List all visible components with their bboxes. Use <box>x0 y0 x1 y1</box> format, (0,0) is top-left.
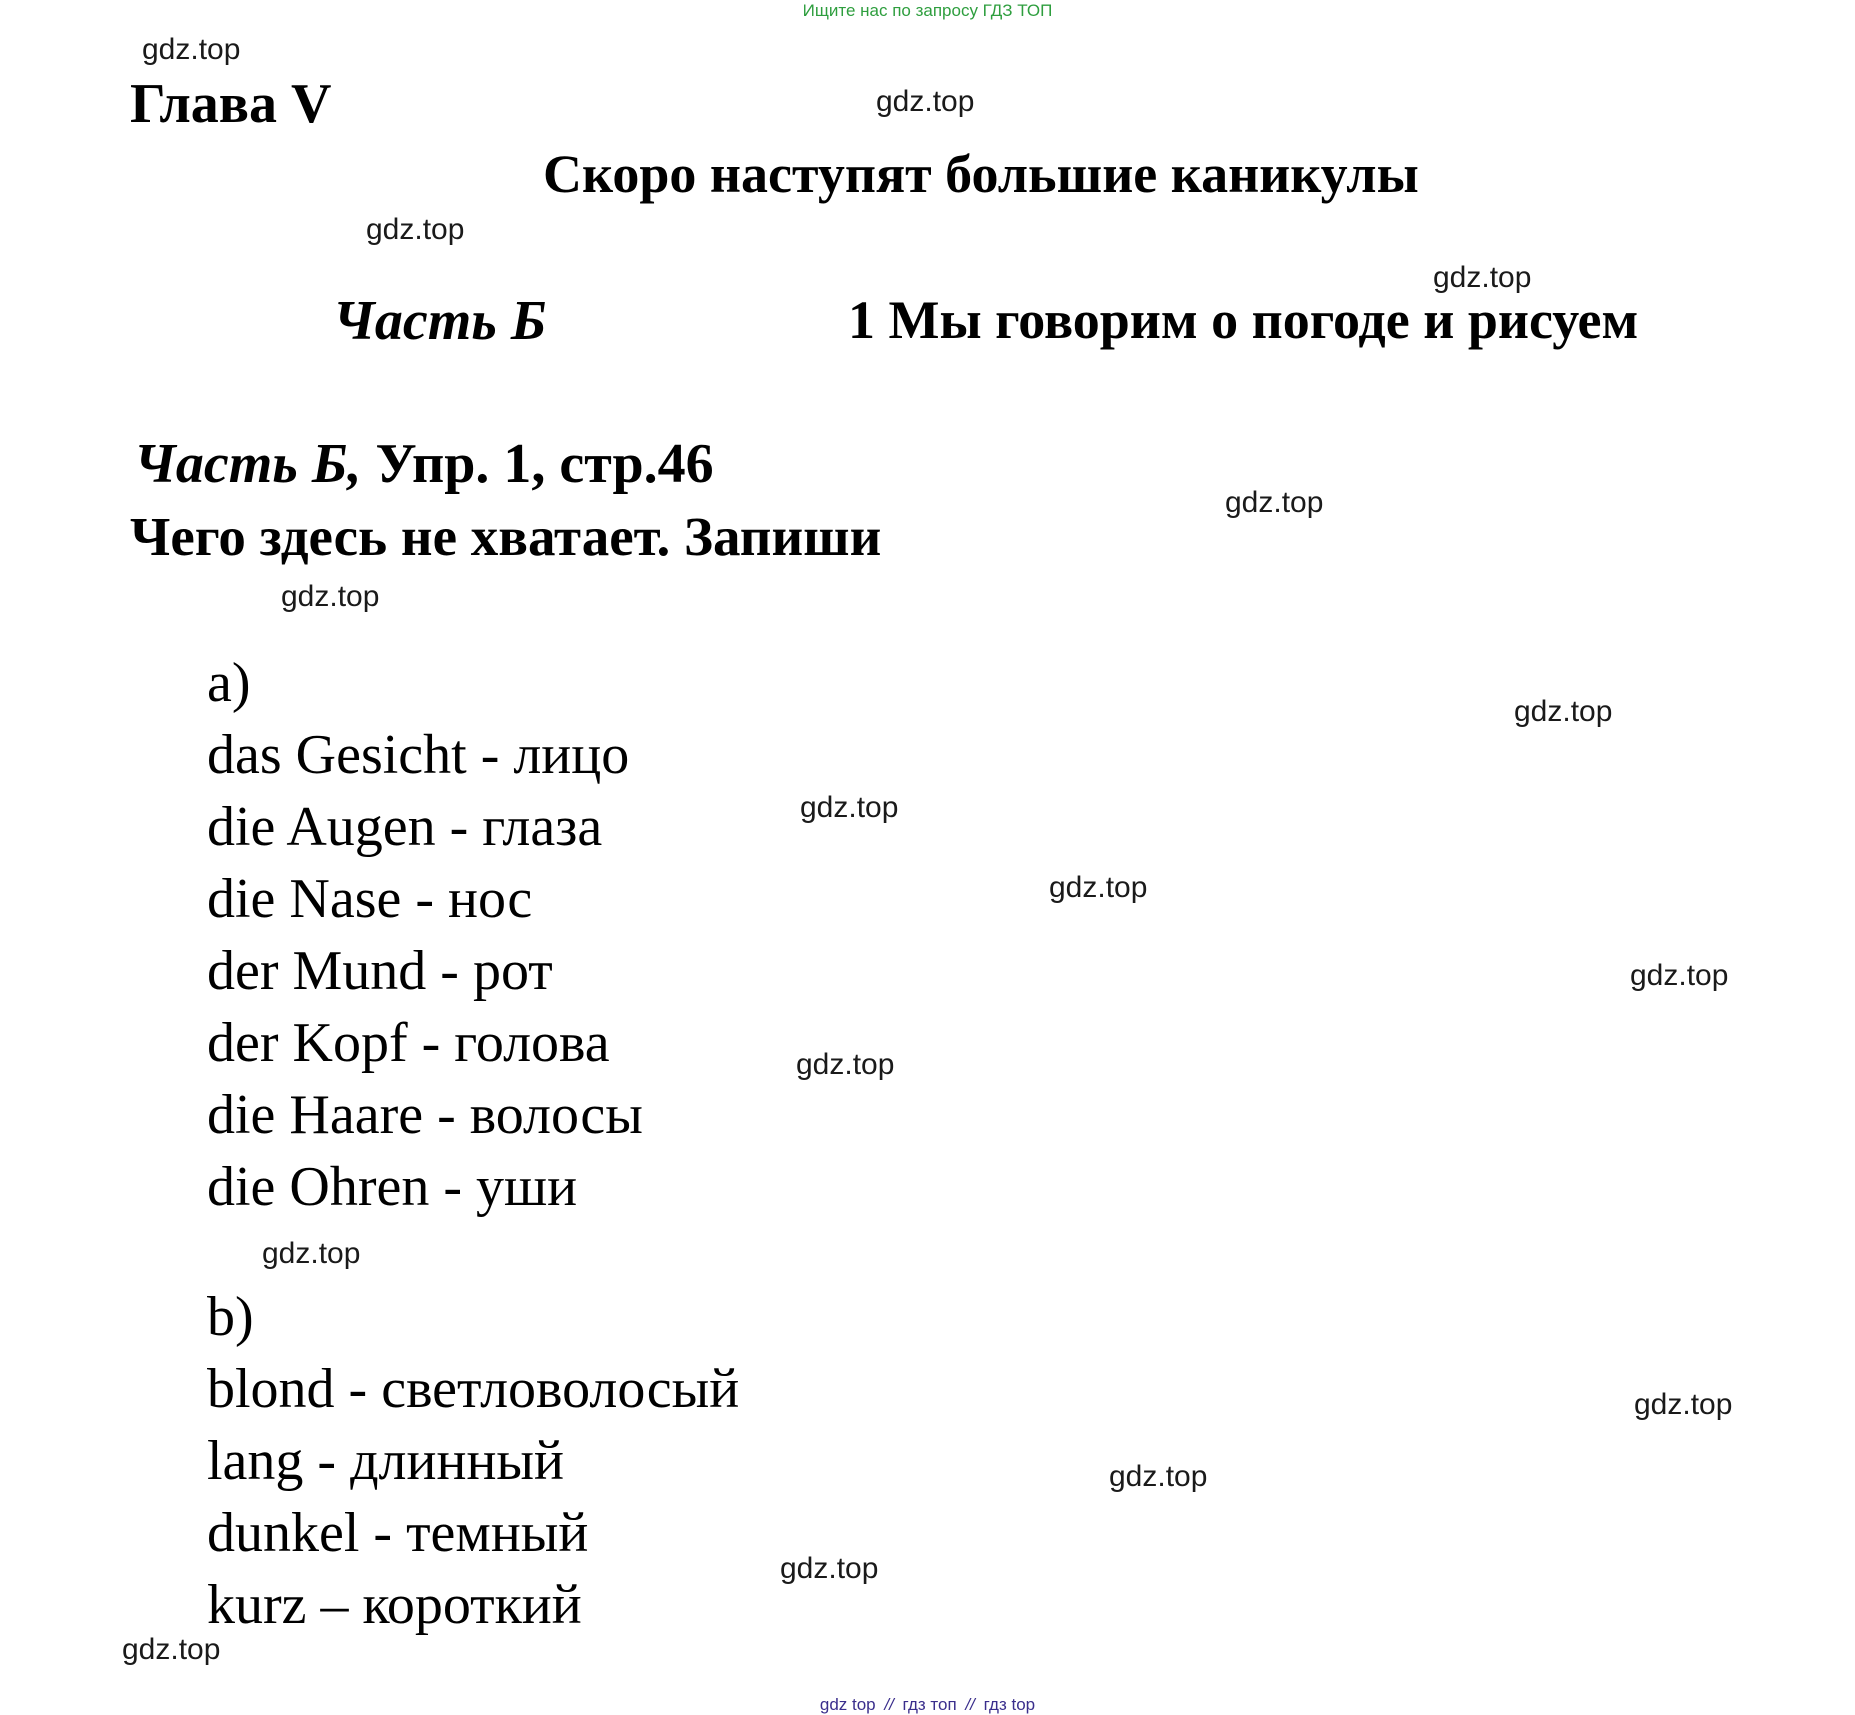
watermark: gdz.top <box>1225 486 1324 519</box>
watermark: gdz.top <box>281 580 380 613</box>
watermark: gdz.top <box>876 85 975 118</box>
list-item: kurz – короткий <box>207 1574 582 1636</box>
search-banner: Ищите нас по запросу ГДЗ ТОП <box>802 1 1053 20</box>
list-item: dunkel - темный <box>207 1502 589 1564</box>
watermark: gdz.top <box>1630 959 1729 992</box>
watermark: gdz.top <box>1109 1460 1208 1493</box>
chapter-title: Скоро наступят большие каникулы <box>543 144 1419 204</box>
list-item: die Ohren - уши <box>207 1156 578 1218</box>
watermark: gdz.top <box>366 213 465 246</box>
answer-list <box>207 647 739 1641</box>
watermark: gdz.top <box>1433 261 1532 294</box>
list-item: das Gesicht - лицо <box>207 724 630 786</box>
watermark: gdz.top <box>122 1633 221 1666</box>
chapter-heading: Глава V <box>130 73 332 135</box>
list-item: der Kopf - голова <box>207 1012 610 1074</box>
list-item: die Nase - нос <box>207 868 533 930</box>
list-item: blond - светловолосый <box>207 1358 740 1420</box>
footer-link-gdz-top[interactable]: gdz top <box>819 1695 876 1714</box>
watermark: gdz.top <box>780 1552 879 1585</box>
footer-separator: // <box>884 1695 894 1714</box>
watermark: gdz.top <box>800 791 899 824</box>
list-item: die Haare - волосы <box>207 1084 643 1146</box>
footer-link-gdz-top-ru[interactable]: гдз топ <box>902 1695 957 1714</box>
watermark: gdz.top <box>1049 871 1148 904</box>
exercise-part: Часть Б, <box>134 433 362 495</box>
section-gap <box>207 1223 739 1281</box>
watermark: gdz.top <box>796 1048 895 1081</box>
list-item: lang - длинный <box>207 1430 564 1492</box>
task-instruction: Чего здесь не хватает. Запиши <box>130 506 882 567</box>
watermark: gdz.top <box>142 33 241 66</box>
section-a-label: a) <box>207 652 251 714</box>
part-heading: Часть Б <box>333 290 547 352</box>
exercise-reference: Упр. 1, стр.46 <box>361 433 714 495</box>
watermark: gdz.top <box>262 1237 361 1270</box>
footer-separator: // <box>965 1695 975 1714</box>
footer-link-gdz-top-mixed[interactable]: гдз top <box>983 1695 1036 1714</box>
list-item: der Mund - рот <box>207 940 553 1002</box>
watermark: gdz.top <box>1514 695 1613 728</box>
section-b-label: b) <box>207 1286 254 1348</box>
topic-heading: 1 Мы говорим о погоде и рисуем <box>848 290 1639 350</box>
watermark: gdz.top <box>1634 1388 1733 1421</box>
exercise-heading <box>134 432 714 496</box>
footer-links <box>0 1695 1855 1715</box>
list-item: die Augen - глаза <box>207 796 603 858</box>
